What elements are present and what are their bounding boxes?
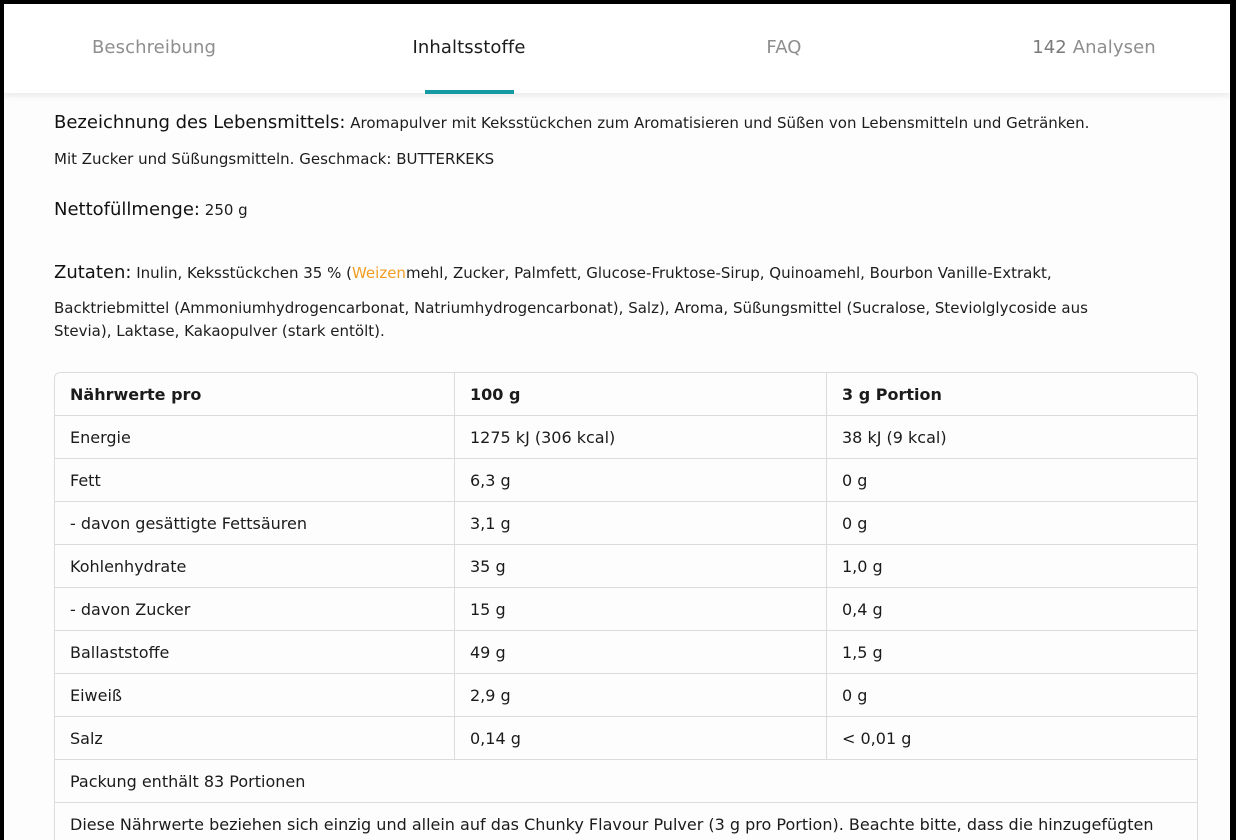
value-per-portion: 1,5 g [826, 631, 1197, 674]
nutrient-name: - davon gesättigte Fettsäuren [55, 502, 454, 545]
header-per-portion: 3 g Portion [826, 373, 1197, 416]
analyses-label: Analysen [1072, 37, 1156, 58]
nutrient-name: Energie [55, 416, 454, 459]
nutrient-name: Kohlenhydrate [55, 545, 454, 588]
nutrition-table [54, 372, 1198, 840]
tab-bar [4, 4, 1230, 93]
designation-label: Bezeichnung des Lebensmittels: [54, 112, 346, 133]
table-row [55, 459, 1197, 502]
nutrient-name: Salz [55, 717, 454, 760]
ingredients-line-2: Backtriebmittel (Ammoniumhydrogencarbonat, Natriumhydrogencarbonat), Salz), Aroma, Süßungsmittel (Sucralose, Steviolglycoside aus [54, 299, 1088, 317]
designation-line-1 [54, 112, 1089, 133]
net-quantity [54, 199, 248, 220]
table-row [55, 674, 1197, 717]
tab-inhaltsstoffe[interactable]: Inhaltsstoffe [412, 37, 526, 58]
net-quantity-label: Nettofüllmenge: [54, 199, 200, 220]
tab-analysen[interactable] [944, 4, 1230, 93]
portions-note: Packung enthält 83 Portionen [55, 760, 1197, 803]
product-info-panel [4, 4, 1230, 840]
value-per-100g: 3,1 g [454, 502, 826, 545]
value-per-100g: 0,14 g [454, 717, 826, 760]
value-per-portion: 38 kJ (9 kcal) [826, 416, 1197, 459]
ingredients-line-1 [54, 262, 1052, 283]
nutrient-name: Fett [55, 459, 454, 502]
value-per-100g: 2,9 g [454, 674, 826, 717]
allergen-highlight: Weizen [351, 264, 406, 282]
value-per-100g: 1275 kJ (306 kcal) [454, 416, 826, 459]
table-row [55, 717, 1197, 760]
ingredients-line-3: Stevia), Laktase, Kakaopulver (stark entölt). [54, 322, 385, 340]
nutrient-name: Ballaststoffe [55, 631, 454, 674]
active-tab-indicator [425, 90, 514, 94]
disclaimer-row [55, 803, 1197, 840]
table-row [55, 631, 1197, 674]
value-per-portion: 0 g [826, 674, 1197, 717]
ingredients-label: Zutaten: [54, 262, 132, 283]
value-per-portion: 0,4 g [826, 588, 1197, 631]
value-per-100g: 15 g [454, 588, 826, 631]
ingredients-text-a: Inulin, Keksstückchen 35 % ( [136, 264, 352, 282]
value-per-portion: 0 g [826, 502, 1197, 545]
nutrition-disclaimer: Diese Nährwerte beziehen sich einzig und allein auf das Chunky Flavour Pulver (3 g pro Portion). Beachte bitte, dass die hinzugefügten [55, 803, 1197, 840]
analyses-count: 142 [1032, 37, 1067, 58]
header-nutrient: Nährwerte pro [55, 373, 454, 416]
table-row [55, 588, 1197, 631]
tab-faq[interactable]: FAQ [766, 37, 802, 58]
header-per-100g: 100 g [454, 373, 826, 416]
nutrient-name: Eiweiß [55, 674, 454, 717]
nutrition-header-row [55, 373, 1197, 416]
table-row [55, 416, 1197, 459]
ingredients-text-b: mehl, Zucker, Palmfett, Glucose-Fruktose-Sirup, Quinoamehl, Bourbon Vanille-Extrakt, [405, 264, 1052, 282]
net-quantity-value: 250 g [204, 201, 248, 219]
nutrient-name: - davon Zucker [55, 588, 454, 631]
value-per-portion: 1,0 g [826, 545, 1197, 588]
table-row [55, 545, 1197, 588]
table-row [55, 502, 1197, 545]
portions-row [55, 760, 1197, 803]
value-per-portion: 0 g [826, 459, 1197, 502]
value-per-portion: < 0,01 g [826, 717, 1197, 760]
designation-text: Aromapulver mit Keksstückchen zum Aromatisieren und Süßen von Lebensmitteln und Getränken. [350, 114, 1090, 132]
designation-line-2: Mit Zucker und Süßungsmitteln. Geschmack: BUTTERKEKS [54, 150, 495, 168]
value-per-100g: 6,3 g [454, 459, 826, 502]
value-per-100g: 35 g [454, 545, 826, 588]
tab-beschreibung[interactable]: Beschreibung [91, 37, 217, 58]
value-per-100g: 49 g [454, 631, 826, 674]
